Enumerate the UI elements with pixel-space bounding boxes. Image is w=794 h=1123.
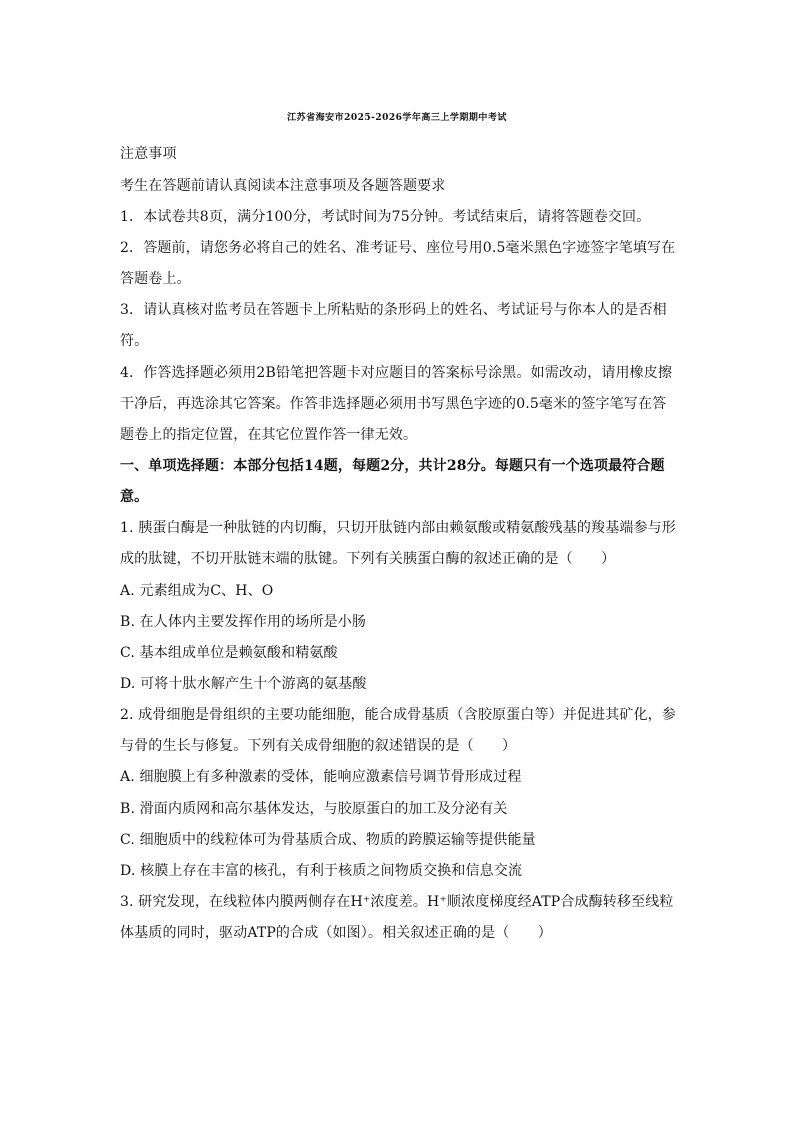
notice-line-4: 3．请认真核对监考员在答题卡上所粘贴的条形码上的姓名、考试证号与你本人的是否相: [120, 302, 667, 318]
q1-option-a: A. 元素组成为C、H、O: [120, 583, 274, 599]
q1-option-d: D. 可将十肽水解产生十个游离的氨基酸: [120, 676, 367, 692]
notice-intro: 考生在答题前请认真阅读本注意事项及各题答题要求: [120, 178, 446, 194]
q2-option-a: A. 细胞膜上有多种激素的受体，能响应激素信号调节骨形成过程: [120, 769, 522, 785]
section-heading-cont: 意。: [120, 489, 149, 505]
q1-option-b: B. 在人体内主要发挥作用的场所是小肠: [120, 614, 367, 630]
q1-stem-line-1: 1. 胰蛋白酶是一种肽链的内切酶，只切开肽链内部由赖氨酸或精氨酸残基的羧基端参与形: [120, 520, 676, 536]
q2-option-b: B. 滑面内质网和高尔基体发达，与胶原蛋白的加工及分泌有关: [120, 801, 508, 817]
q1-stem-line-2: 成的肽键，不切开肽链末端的肽键。下列有关胰蛋白酶的叙述正确的是（ ）: [120, 551, 616, 567]
notice-line-8: 题卷上的指定位置，在其它位置作答一律无效。: [120, 427, 418, 443]
notice-line-2: 2．答题前，请您务必将自己的姓名、准考证号、座位号用0.5毫米黑色字迹签字笔填写在: [120, 240, 676, 256]
q2-stem-line-1: 2. 成骨细胞是骨组织的主要功能细胞，能合成骨基质（含胶原蛋白等）并促进其矿化，参: [120, 707, 676, 723]
page-title: 江苏省海安市2025-2026学年高三上学期期中考试: [287, 113, 507, 123]
q1-option-c: C. 基本组成单位是赖氨酸和精氨酸: [120, 645, 338, 661]
notice-line-1: 1．本试卷共8页，满分100分，考试时间为75分钟。考试结束后，请将答题卷交回。: [120, 209, 651, 225]
notice-line-5: 符。: [120, 333, 149, 349]
q2-option-c: C. 细胞质中的线粒体可为骨基质合成、物质的跨膜运输等提供能量: [120, 832, 536, 848]
section-heading: 一、单项选择题：本部分包括14题，每题2分，共计28分。每题只有一个选项最符合题: [120, 458, 665, 474]
notice-line-3: 答题卷上。: [120, 271, 191, 287]
notice-line-6: 4．作答选择题必须用2B铅笔把答题卡对应题目的答案标号涂黑。如需改动，请用橡皮擦: [120, 365, 673, 381]
q3-stem-line-2: 体基质的同时，驱动ATP的合成（如图）。相关叙述正确的是（ ）: [120, 925, 552, 941]
notice-line-7: 干净后，再选涂其它答案。作答非选择题必须用书写黑色字迹的0.5毫米的签字笔写在答: [120, 396, 667, 412]
q3-stem-line-1: 3. 研究发现，在线粒体内膜两侧存在H⁺浓度差。H⁺顺浓度梯度经ATP合成酶转移至线粒: [120, 894, 674, 910]
q2-stem-line-2: 与骨的生长与修复。下列有关成骨细胞的叙述错误的是（ ）: [120, 738, 517, 754]
notice-heading: 注意事项: [120, 146, 177, 162]
q2-option-d: D. 核膜上存在丰富的核孔，有利于核质之间物质交换和信息交流: [120, 863, 523, 879]
